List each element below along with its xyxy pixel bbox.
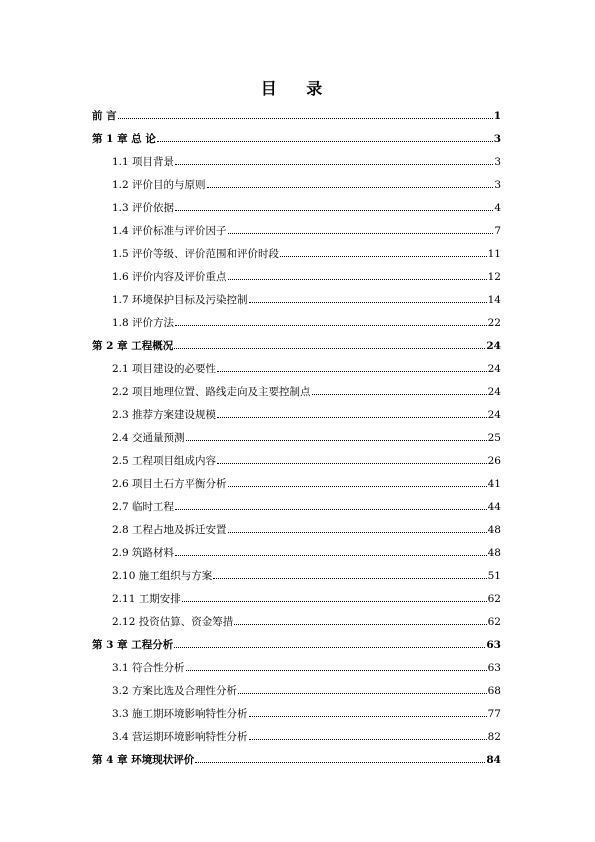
toc-entry-label: 2.12 投资估算、资金筹措 <box>112 616 234 628</box>
table-of-contents <box>92 99 501 766</box>
toc-page-number: 62 <box>487 593 501 605</box>
toc-section-entry[interactable] <box>92 191 501 214</box>
toc-entry-label: 2.9 筑路材料 <box>112 547 175 559</box>
toc-section-entry[interactable] <box>92 720 501 743</box>
toc-page-number: 84 <box>486 754 501 766</box>
toc-entry-label: 2.7 临时工程 <box>112 501 175 513</box>
toc-chapter-entry[interactable] <box>92 743 501 766</box>
toc-dot-leader <box>234 624 486 625</box>
toc-dot-leader <box>228 532 487 533</box>
toc-dot-leader <box>312 394 487 395</box>
toc-entry-label: 2.2 项目地理位置、路线走向及主要控制点 <box>112 386 311 398</box>
toc-dot-leader <box>175 509 487 510</box>
toc-entry-label: 1.3 评价依据 <box>112 202 175 214</box>
toc-dot-leader <box>249 739 487 740</box>
toc-page-number: 14 <box>487 294 501 306</box>
toc-entry-label: 前 言 <box>92 110 117 122</box>
toc-section-entry[interactable] <box>92 145 501 168</box>
toc-section-entry[interactable] <box>92 559 501 582</box>
toc-entry-label: 1.6 评价内容及评价重点 <box>112 271 227 283</box>
toc-dot-leader <box>213 578 486 579</box>
toc-section-entry[interactable] <box>92 582 501 605</box>
toc-page-number: 63 <box>486 639 501 651</box>
toc-page-number: 62 <box>487 616 501 628</box>
toc-page-number: 48 <box>487 547 501 559</box>
toc-page-number: 68 <box>487 685 501 697</box>
toc-entry-label: 3.4 营运期环境影响特性分析 <box>112 731 248 743</box>
toc-page-number: 24 <box>487 409 501 421</box>
toc-dot-leader <box>217 463 487 464</box>
toc-dot-leader <box>118 118 493 119</box>
toc-section-entry[interactable] <box>92 490 501 513</box>
toc-section-entry[interactable] <box>92 260 501 283</box>
toc-dot-leader <box>228 233 494 234</box>
toc-dot-leader <box>174 647 485 648</box>
toc-chapter-entry[interactable] <box>92 122 501 145</box>
toc-section-entry[interactable] <box>92 398 501 421</box>
toc-entry-label: 第 3 章 工程分析 <box>92 639 174 651</box>
toc-entry-label: 2.11 工期安排 <box>112 593 181 605</box>
toc-page-number: 4 <box>494 202 501 214</box>
toc-page-number: 7 <box>494 225 501 237</box>
toc-page-number: 48 <box>487 524 501 536</box>
toc-dot-leader <box>174 348 485 349</box>
toc-entry-label: 1.5 评价等级、评价范围和评价时段 <box>112 248 280 260</box>
toc-section-entry[interactable] <box>92 421 501 444</box>
toc-entry-label: 2.8 工程占地及拆迁安置 <box>112 524 227 536</box>
toc-section-entry[interactable] <box>92 237 501 260</box>
toc-section-entry[interactable] <box>92 444 501 467</box>
toc-entry-label: 2.1 项目建设的必要性 <box>112 363 217 375</box>
toc-dot-leader <box>238 693 487 694</box>
toc-section-entry[interactable] <box>92 283 501 306</box>
toc-page-number: 63 <box>487 662 501 674</box>
toc-section-entry[interactable] <box>92 306 501 329</box>
toc-entry-label: 第 1 章 总 论 <box>92 133 156 145</box>
toc-page-number: 11 <box>487 248 501 260</box>
toc-dot-leader <box>280 256 487 257</box>
toc-entry-label: 3.2 方案比选及合理性分析 <box>112 685 238 697</box>
toc-chapter-entry[interactable] <box>92 329 501 352</box>
toc-dot-leader <box>217 371 487 372</box>
toc-page-number: 24 <box>486 340 501 352</box>
toc-entry-label: 1.7 环境保护目标及污染控制 <box>112 294 248 306</box>
toc-dot-leader <box>249 716 487 717</box>
toc-dot-leader <box>195 762 485 763</box>
toc-entry-label: 2.5 工程项目组成内容 <box>112 455 217 467</box>
toc-dot-leader <box>175 555 487 556</box>
toc-page-number: 3 <box>494 179 501 191</box>
toc-dot-leader <box>175 210 493 211</box>
toc-page-number: 3 <box>494 156 501 168</box>
toc-entry-label: 2.4 交通量预测 <box>112 432 185 444</box>
toc-dot-leader <box>207 187 494 188</box>
toc-entry-label: 1.2 评价目的与原则 <box>112 179 206 191</box>
toc-page-number: 77 <box>487 708 501 720</box>
toc-page-number: 3 <box>493 133 501 145</box>
toc-section-entry[interactable] <box>92 697 501 720</box>
toc-page-number: 12 <box>487 271 501 283</box>
toc-dot-leader <box>217 417 487 418</box>
toc-page-number: 82 <box>487 731 501 743</box>
toc-page-number: 26 <box>487 455 501 467</box>
toc-section-entry[interactable] <box>92 605 501 628</box>
toc-entry-label: 1.4 评价标准与评价因子 <box>112 225 227 237</box>
toc-entry-label: 3.1 符合性分析 <box>112 662 185 674</box>
toc-page-number: 24 <box>487 386 501 398</box>
toc-section-entry[interactable] <box>92 467 501 490</box>
toc-dot-leader <box>186 440 487 441</box>
toc-dot-leader <box>175 325 487 326</box>
toc-section-entry[interactable] <box>92 168 501 191</box>
toc-section-entry[interactable] <box>92 352 501 375</box>
toc-dot-leader <box>186 670 487 671</box>
toc-dot-leader <box>175 164 493 165</box>
toc-page-number: 51 <box>487 570 501 582</box>
toc-page-number: 22 <box>487 317 501 329</box>
toc-page-number: 41 <box>487 478 501 490</box>
toc-title: 目 录 <box>260 79 335 98</box>
toc-dot-leader <box>249 302 487 303</box>
toc-entry-label: 1.1 项目背景 <box>112 156 175 168</box>
toc-section-entry[interactable] <box>92 674 501 697</box>
toc-chapter-entry[interactable] <box>92 628 501 651</box>
toc-entry-label: 1.8 评价方法 <box>112 317 175 329</box>
toc-entry-label: 2.6 项目土石方平衡分析 <box>112 478 227 490</box>
toc-dot-leader <box>228 279 487 280</box>
toc-entry-label: 第 4 章 环境现状评价 <box>92 754 195 766</box>
toc-dot-leader <box>228 486 487 487</box>
toc-entry-label: 2.3 推荐方案建设规模 <box>112 409 217 421</box>
toc-section-entry[interactable] <box>92 375 501 398</box>
toc-page-number: 24 <box>487 363 501 375</box>
toc-entry-label: 第 2 章 工程概况 <box>92 340 174 352</box>
toc-entry-label: 3.3 施工期环境影响特性分析 <box>112 708 248 720</box>
toc-section-entry[interactable] <box>92 513 501 536</box>
toc-section-entry[interactable] <box>92 536 501 559</box>
toc-chapter-entry[interactable] <box>92 99 501 122</box>
toc-section-entry[interactable] <box>92 651 501 674</box>
toc-page-number: 25 <box>487 432 501 444</box>
toc-page-number: 44 <box>487 501 501 513</box>
toc-dot-leader <box>182 601 487 602</box>
toc-page-number: 1 <box>493 110 501 122</box>
toc-entry-label: 2.10 施工组织与方案 <box>112 570 213 582</box>
toc-dot-leader <box>157 141 493 142</box>
toc-section-entry[interactable] <box>92 214 501 237</box>
